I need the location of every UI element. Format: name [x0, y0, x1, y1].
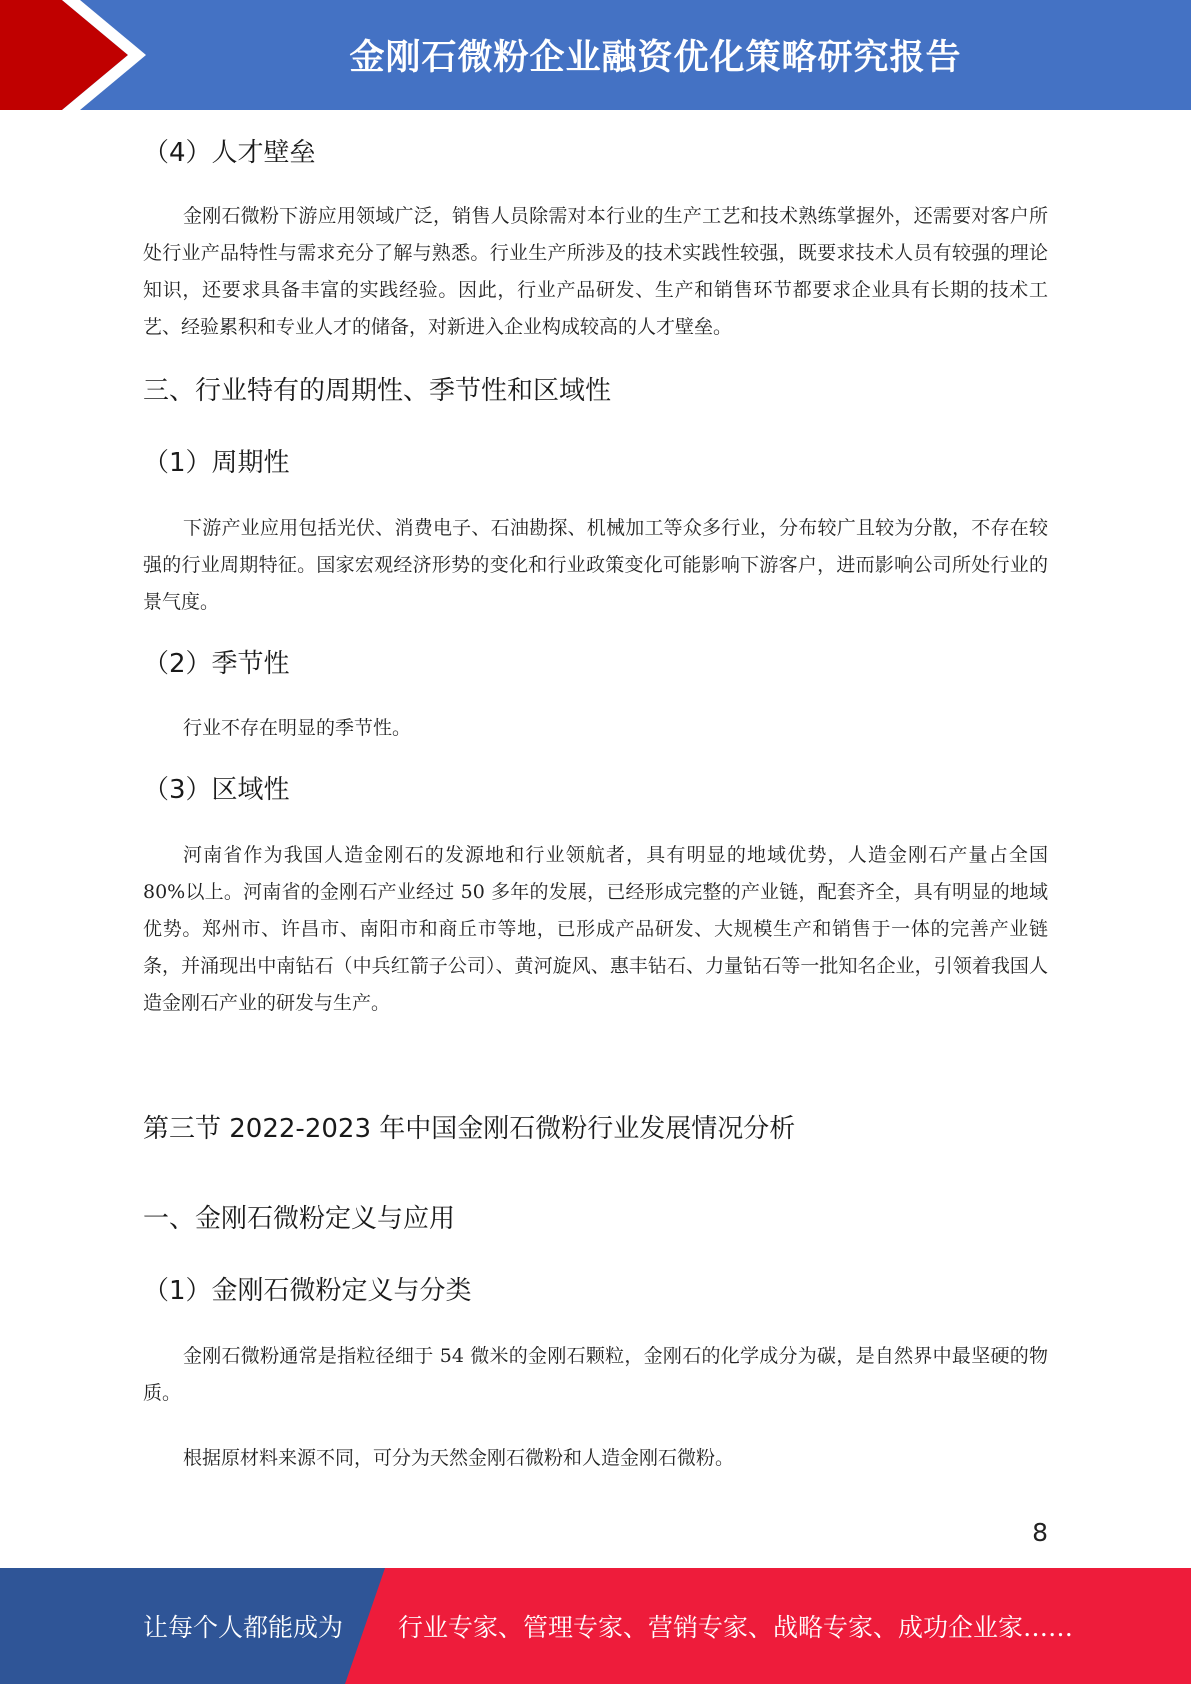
paragraph-definition: 金刚石微粉通常是指粒径细于 54 微米的金刚石颗粒，金刚石的化学成分为碳，是自然界中最坚硬的物质。	[143, 1345, 1048, 1404]
heading-cyclicality: （1）周期性	[143, 448, 290, 478]
paragraph-talent-barrier: 金刚石微粉下游应用领域广泛，销售人员除需对本行业的生产工艺和技术熟练掌握外，还需要对客户所处行业产品特性与需求充分了解与熟悉。行业生产所涉及的技术实践性较强，既要求技术人员有较强的理论知识，还要求具备丰富的实践经验。因此，行业产品研发、生产和销售环节都要求企业具有长期的技术工艺、经验累积和专业人才的储备，对新进入企业构成较高的人才壁垒。	[143, 205, 1048, 338]
paragraph-classification: 根据原材料来源不同，可分为天然金刚石微粉和人造金刚石微粉。	[183, 1447, 735, 1469]
heading-regionality: （3）区域性	[143, 775, 290, 805]
heading-seasonality: （2）季节性	[143, 649, 290, 679]
paragraph-seasonality: 行业不存在明显的季节性。	[183, 717, 412, 739]
footer-banner	[0, 1568, 1191, 1684]
paragraph-cyclicality: 下游产业应用包括光伏、消费电子、石油勘探、机械加工等众多行业，分布较广且较为分散，不存在较强的行业周期特征。国家宏观经济形势的变化和行业政策变化可能影响下游客户，进而影响公司所处行业的景气度。	[143, 517, 1048, 613]
heading-talent-barrier: （4）人才壁垒	[143, 138, 316, 168]
footer-slogan-right: 行业专家、管理专家、营销专家、战略专家、成功企业家……	[398, 1613, 1074, 1642]
report-title: 金刚石微粉企业融资优化策略研究报告	[349, 38, 962, 78]
header-banner	[0, 0, 1191, 110]
heading-chapter-three: 第三节 2022-2023 年中国金刚石微粉行业发展情况分析	[143, 1114, 796, 1144]
heading-section-three: 三、行业特有的周期性、季节性和区域性	[143, 376, 612, 406]
paragraph-regionality: 河南省作为我国人造金刚石的发源地和行业领航者，具有明显的地域优势，人造金刚石产量占全国 80%以上。河南省的金刚石产业经过 50 多年的发展，已经形成完整的产业链，配套齐全，具有明显的地域优势。郑州市、许昌市、南阳市和商丘市等地，已形成产品研发、大规模生产和销售于一体的完善产业链条，并涌现出中南钻石（中兵红箭子公司）、黄河旋风、惠丰钻石、力量钻石等一批知名企业，引领着我国人造金刚石产业的研发与生产。	[143, 844, 1048, 1014]
footer-slogan-left: 让每个人都能成为	[143, 1613, 344, 1642]
heading-section-one: 一、金刚石微粉定义与应用	[143, 1204, 456, 1234]
page-number: 8	[1032, 1518, 1048, 1547]
heading-definition: （1）金刚石微粉定义与分类	[143, 1276, 472, 1306]
